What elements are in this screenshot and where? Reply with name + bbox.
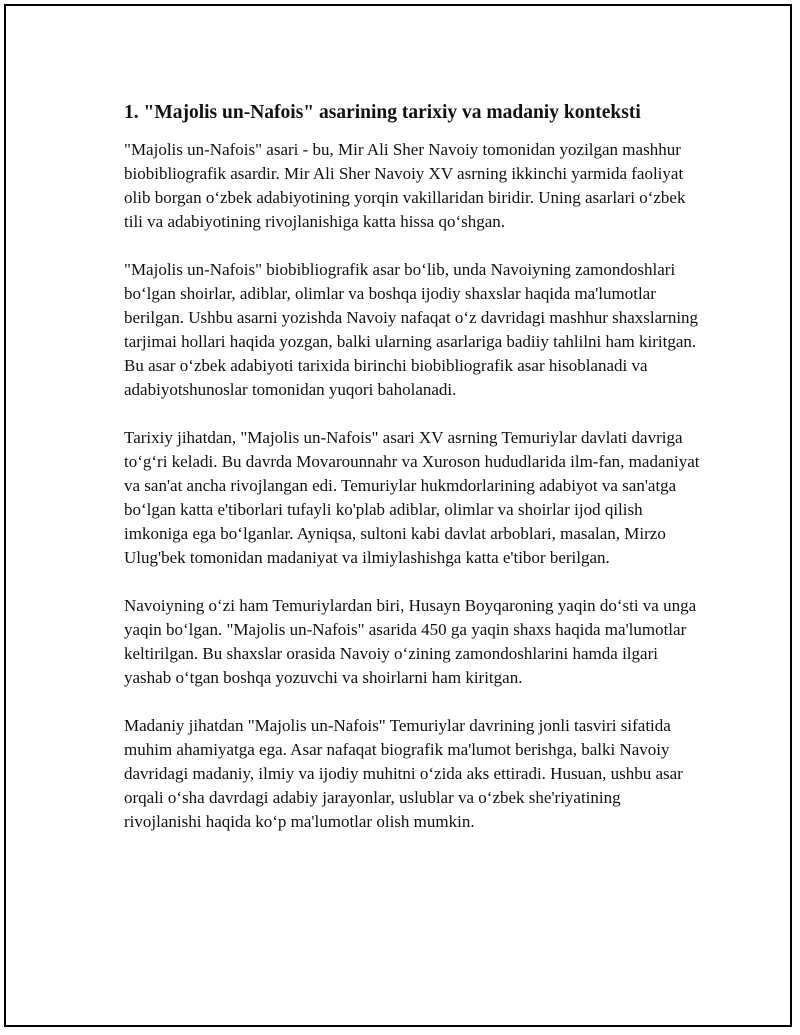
paragraph-2: "Majolis un-Nafois" biobibliografik asar bo‘lib, unda Navoiyning zamondoshlari bo‘lgan shoirlar, adiblar, olimlar va boshqa ijodiy shaxslar haqida ma'lumotlar berilgan. Ushbu asarni yozishda Navoiy nafaqat o‘z davridagi mashhur shaxslarning tarjimai hollari haqida yozgan, balki ularning asarlariga badiiy tahlilni ham kiritgan. Bu asar o‘zbek adabiyoti tarixida birinchi biobibliografik asar hisoblanadi va adabiyotshunoslar tomonidan yuqori baholanadi. (124, 260, 699, 399)
page-frame (4, 4, 792, 1027)
section-heading: 1. "Majolis un-Nafois" asarining tarixiy va madaniy konteksti (124, 102, 641, 123)
paragraph-5: Madaniy jihatdan "Majolis un-Nafois" Temuriylar davrining jonli tasviri sifatida muhim ahamiyatga ega. Asar nafaqat biografik ma'lumot berishga, balki Navoiy davridagi madaniy, ilmiy va ijodiy muhitni o‘zida aks ettiradi. Husuan, ushbu asar orqali o‘sha davrdagi adabiy jarayonlar, uslublar va o‘zbek she'riyatining rivojlanishi haqida ko‘p ma'lumotlar olish mumkin. (124, 716, 683, 831)
paragraph-4: Navoiyning o‘zi ham Temuriylardan biri, Husayn Boyqaroning yaqin do‘sti va unga yaqin bo‘lgan. "Majolis un-Nafois" asarida 450 ga yaqin shaxs haqida ma'lumotlar keltirilgan. Bu shaxslar orasida Navoiy o‘zining zamondoshlarini hamda ilgari yashab o‘tgan boshqa yozuvchi va shoirlarni ham kiritgan. (124, 596, 697, 687)
paragraph-1: "Majolis un-Nafois" asari - bu, Mir Ali Sher Navoiy tomonidan yozilgan mashhur biobibliografik asardir. Mir Ali Sher Navoiy XV asrning ikkinchi yarmida faoliyat olib borgan o‘zbek adabiyotining yorqin vakillaridan biridir. Uning asarlari o‘zbek tili va adabiyotining rivojlanishiga katta hissa qo‘shgan. (124, 140, 686, 231)
paragraph-3: Tarixiy jihatdan, "Majolis un-Nafois" asari XV asrning Temuriylar davlati davriga to‘g‘ri keladi. Bu davrda Movarounnahr va Xuroson hududlarida ilm-fan, madaniyat va san'at ancha rivojlangan edi. Temuriylar hukmdorlarining adabiyot va san'atga bo‘lgan katta e'tiborlari tufayli ko'plab adiblar, olimlar va shoirlar ijod qilish imkoniga ega bo‘lganlar. Ayniqsa, sultoni kabi davlat arboblari, masalan, Mirzo Ulug'bek tomonidan madaniyat va ilmiylashishga katta e'tibor berilgan. (124, 428, 700, 567)
document-content (120, 100, 700, 858)
